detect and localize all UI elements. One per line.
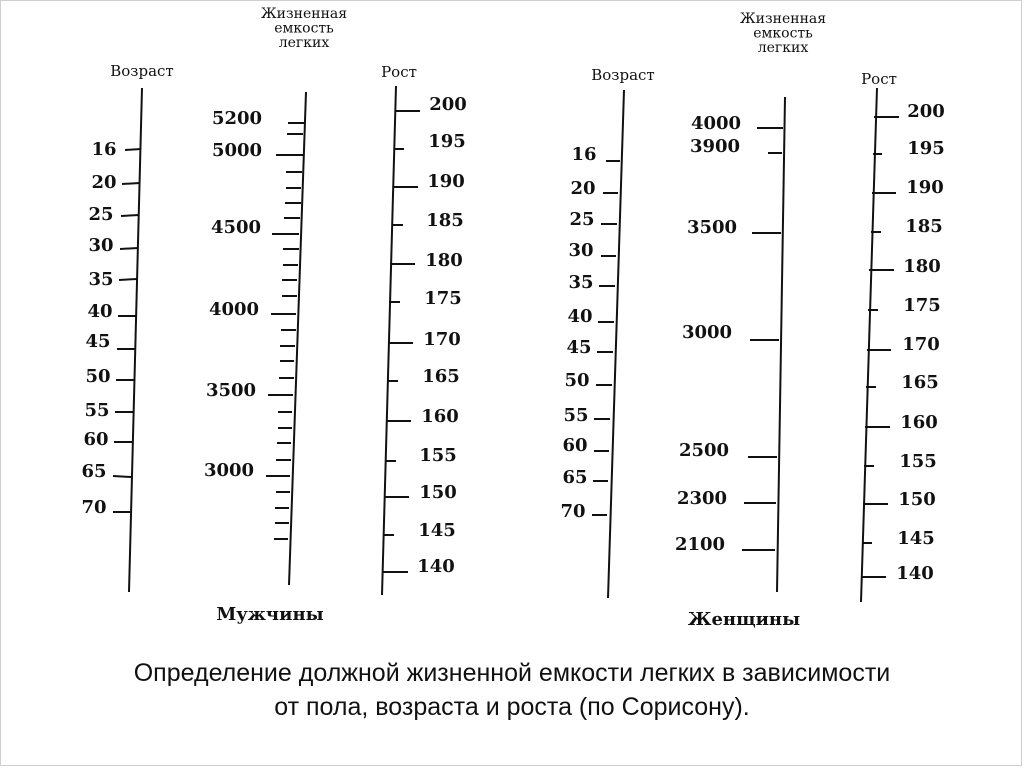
- men-age-title-line-1: Возраст: [110, 62, 174, 80]
- women-vc-label: 2500: [678, 440, 730, 461]
- men-height-label: 195: [428, 131, 466, 152]
- men-age-tick: [119, 279, 137, 280]
- women-vc-title-line-3: легких: [757, 40, 809, 56]
- women-height-label: 190: [906, 177, 944, 198]
- women-vc-label: 3900: [689, 136, 741, 157]
- women-height-label: 180: [903, 256, 941, 277]
- men-vc-title-line-1: Жизненная: [260, 6, 348, 22]
- men-nomogram-title: Мужчины: [216, 604, 324, 625]
- men-height-label: 140: [417, 556, 455, 577]
- men-age-tick: [113, 476, 131, 477]
- men-age-tick: [125, 149, 141, 150]
- women-age-label: 40: [567, 306, 593, 327]
- women-vc-title-line-2: емкость: [753, 25, 813, 42]
- women-height-label: 140: [896, 563, 934, 584]
- men-vc-label: 5000: [211, 140, 263, 161]
- women-age-label: 50: [564, 370, 590, 391]
- women-vc-label: 4000: [690, 113, 742, 134]
- men-age-label: 70: [81, 497, 107, 518]
- men-age-label: 65: [81, 461, 107, 482]
- men-vc-axis-line: [289, 92, 306, 585]
- women-vc-axis-line: [777, 97, 785, 592]
- men-height-label: 200: [429, 94, 467, 115]
- women-height-label: 150: [898, 489, 936, 510]
- men-vc-label: 4000: [208, 299, 260, 320]
- women-height-label: 145: [897, 528, 935, 549]
- women-height-label: 165: [901, 372, 939, 393]
- men-vc-label: 3000: [203, 460, 255, 481]
- men-age-label: 20: [91, 172, 117, 193]
- men-age-axis-line: [129, 88, 142, 592]
- men-height-label: 145: [418, 520, 456, 541]
- women-age-label: 25: [569, 209, 595, 230]
- women-age-axis-line: [608, 90, 624, 598]
- men-height-label: 160: [421, 406, 459, 427]
- women-age-label: 55: [563, 405, 589, 426]
- women-height-label: 200: [907, 101, 945, 122]
- women-height-label: 175: [903, 295, 941, 316]
- men-height-label: 155: [419, 445, 457, 466]
- women-vc-title-line-1: Жизненная: [739, 11, 827, 27]
- men-vc-label: 5200: [211, 108, 263, 129]
- men-vc-title-line-3: легких: [278, 35, 330, 51]
- women-age-label: 65: [562, 467, 588, 488]
- men-age-label: 25: [88, 204, 114, 225]
- men-age-tick: [120, 248, 138, 249]
- women-height-label: 185: [905, 216, 943, 237]
- women-age-label: 20: [570, 178, 596, 199]
- women-height-label: 160: [900, 412, 938, 433]
- men-height-label: 180: [425, 250, 463, 271]
- women-age-label: 70: [560, 501, 586, 522]
- men-height-label: 175: [424, 288, 462, 309]
- men-age-label: 60: [83, 429, 109, 450]
- women-nomogram-title: Женщины: [687, 609, 801, 630]
- women-age-label: 30: [568, 240, 594, 261]
- men-age-label: 45: [85, 331, 111, 352]
- caption: [0, 656, 1024, 724]
- men-vc-label: 3500: [205, 380, 257, 401]
- women-vc-label: 3500: [686, 217, 738, 238]
- men-vc-label: 4500: [210, 217, 262, 238]
- women-vc-label: 2100: [674, 534, 726, 555]
- men-height-label: 150: [419, 482, 457, 503]
- men-height-label: 185: [426, 210, 464, 231]
- men-age-label: 35: [88, 269, 114, 290]
- men-age-label: 30: [88, 235, 114, 256]
- women-vc-label: 3000: [681, 322, 733, 343]
- women-height-label: 155: [899, 451, 937, 472]
- men-age-tick: [122, 183, 140, 184]
- women-age-label: 16: [571, 144, 597, 165]
- men-age-tick: [121, 215, 139, 216]
- men-height-axis-line: [382, 86, 396, 595]
- men-age-label: 50: [85, 366, 111, 387]
- women-age-label: 35: [568, 272, 594, 293]
- men-height-label: 190: [427, 171, 465, 192]
- women-height-title-line-1: Рост: [861, 70, 897, 88]
- women-height-label: 170: [902, 334, 940, 355]
- men-age-label: 16: [91, 139, 117, 160]
- men-age-label: 40: [87, 301, 113, 322]
- caption-line-1: Определение должной жизненной емкости легких в зависимости: [133, 659, 891, 687]
- women-age-label: 45: [566, 337, 592, 358]
- women-vc-label: 2300: [676, 488, 728, 509]
- men-age-label: 55: [84, 400, 110, 421]
- men-height-title-line-1: Рост: [381, 63, 417, 81]
- men-height-label: 170: [423, 329, 461, 350]
- caption-line-2: от пола, возраста и роста (по Сорисону).: [274, 693, 750, 721]
- men-vc-title-line-2: емкость: [274, 20, 334, 37]
- men-height-label: 165: [422, 366, 460, 387]
- women-height-label: 195: [907, 138, 945, 159]
- women-age-title-line-1: Возраст: [591, 66, 655, 84]
- women-age-label: 60: [562, 435, 588, 456]
- women-height-axis-line: [861, 88, 877, 602]
